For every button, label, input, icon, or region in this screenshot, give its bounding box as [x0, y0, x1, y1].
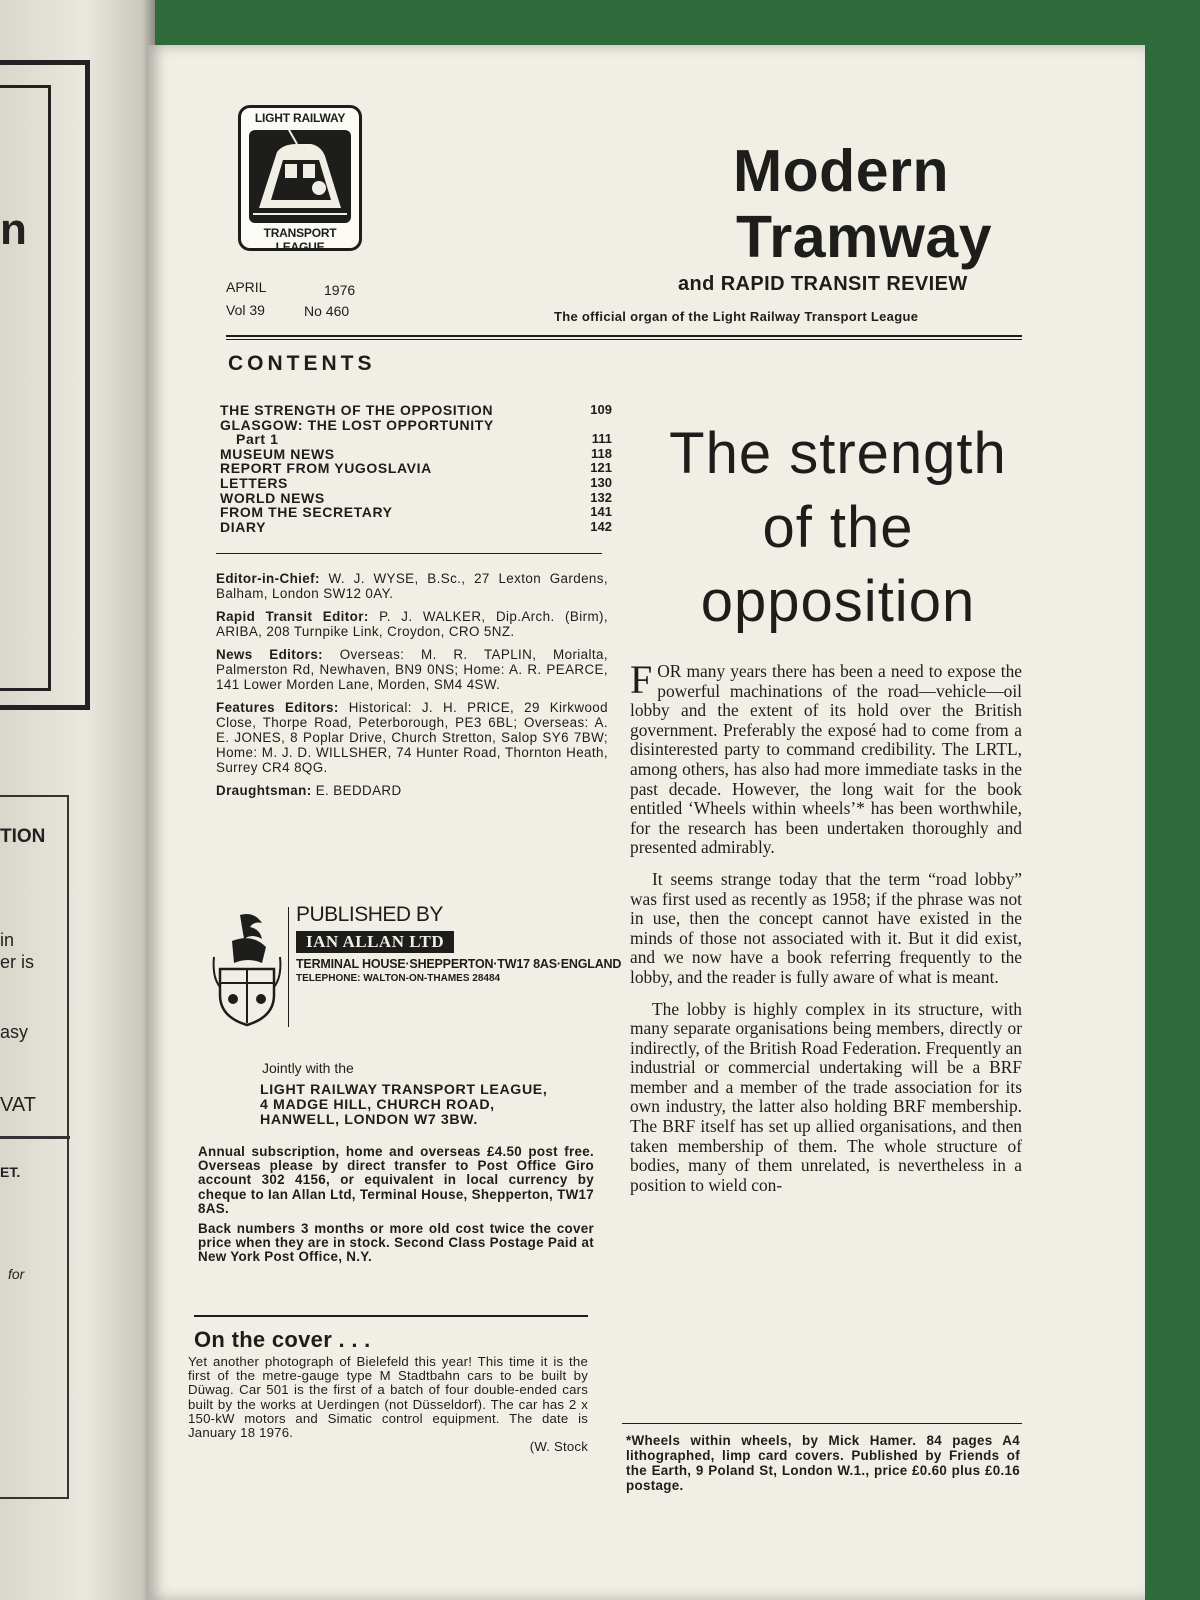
contents-page-numbers: [576, 403, 612, 534]
cover-heading: On the cover . . .: [194, 1327, 371, 1352]
article-paragraph: [630, 657, 1022, 858]
headline-line: opposition: [700, 569, 976, 634]
contents-page: 118: [591, 445, 612, 461]
contents-page: 130: [590, 474, 612, 490]
contents-page-blank: [576, 418, 612, 433]
credit-news: [216, 647, 608, 692]
contents-rule: [216, 553, 602, 554]
facing-page-fragment: VAT: [0, 1094, 36, 1116]
facing-page: [0, 0, 155, 1600]
magazine-page: [148, 45, 1145, 1600]
league-line: 4 MADGE HILL, CHURCH ROAD,: [260, 1097, 495, 1113]
headline-line: The strength: [669, 421, 1007, 486]
magazine-subtitle: and RAPID TRANSIT REVIEW: [678, 273, 968, 295]
contents-item: THE STRENGTH OF THE OPPOSITION: [220, 402, 494, 418]
league-line: HANWELL, LONDON W7 3BW.: [260, 1112, 478, 1128]
article-paragraph: The lobby is highly complex in its structure, with many separate organisations being members, directly or indirectly, of the British Road Federation. Frequently an industrial or commercial undertaking will be a BRF member and a member of the trade association for its own industry, the latter also holding BRF membership. The BRF itself has set up allied organisations, and then taken membership of them. The whole structure of bodies, many of them unrelated, is nevertheless in a position to wield con-: [630, 998, 1022, 1195]
magazine-title-line2: Tramway: [736, 204, 993, 270]
published-by-label: PUBLISHED BY: [296, 903, 443, 926]
credit-text: P. J. WALKER, Dip.Arch. (Birm), ARIBA, 208 Turnpike Link, Croydon, CRO 5NZ.: [216, 609, 608, 639]
contents-heading: CONTENTS: [228, 352, 376, 375]
logo-tram-picture: [249, 130, 351, 223]
facing-page-rule: [0, 1136, 70, 1139]
contents-item: REPORT FROM YUGOSLAVIA: [220, 460, 432, 477]
facing-page-fragment: n: [0, 205, 27, 254]
contents-item: DIARY: [220, 518, 267, 535]
cover-photo-credit: (W. Stock: [529, 1439, 588, 1455]
contents-item: LETTERS: [220, 474, 288, 491]
footnote-rule: [622, 1423, 1022, 1424]
article-paragraph: It seems strange today that the term “road lobby” was first used as recently as 1958; if the phrase was not in use, then the concept cannot have existed in the minds of those not associated with it. But it did exist, and we now have a book referring frequently to the lobby, and the reader is fully aware of what is meant.: [630, 868, 1022, 987]
issue-number: No 460: [304, 303, 350, 319]
cover-text: Yet another photograph of Bielefeld this year! This time it is the first of the metre-gauge type M Stadtbahn cars to be built by Düwag. Car 501 is the first of a batch of four double-ended cars built by the works at Uerdingen (not Düsseldorf). The car has 2 x 150-kW motors and Simatic control equipment. The date is January 18 1976.: [188, 1354, 588, 1441]
credit-features: [216, 700, 608, 775]
credit-label: Editor-in-Chief:: [216, 571, 320, 586]
facing-page-frame: [0, 60, 90, 710]
subscription-annual: Annual subscription, home and overseas £4.50 post free. Overseas please by direct transfer to Post Office Giro account 302 4156, or equivalent in local currency by cheque to Ian Allan Ltd, Terminal House, Shepperton, TW17 8AS.: [198, 1144, 594, 1216]
editorial-credits: [216, 571, 608, 806]
credit-text: W. J. WYSE, B.Sc., 27 Lexton Gardens, Balham, London SW12 0AY.: [216, 571, 608, 601]
credit-text: Historical: J. H. PRICE, 29 Kirkwood Close, Thorpe Road, Peterborough, PE3 6BL; Overseas: A. E. JONES, 8 Poplar Drive, Church Stretton, Salop SY6 7BW; Home: M. J. D. WILLSHER, 74 Hunter Road, Thornton Heath, Surrey CR4 8QG.: [216, 700, 608, 775]
subscription-info: [198, 1145, 594, 1271]
facing-page-fragment: TION: [0, 826, 46, 847]
contents-item: Part 1: [236, 431, 279, 448]
league-line: LIGHT RAILWAY TRANSPORT LEAGUE,: [260, 1082, 548, 1098]
credit-label: News Editors:: [216, 647, 324, 662]
contents-page: 121: [590, 460, 612, 476]
facing-page-box: [0, 795, 69, 1499]
masthead-rule-thin: [226, 339, 1022, 340]
publisher-address: TERMINAL HOUSE·SHEPPERTON·TW17 8AS·ENGLAND: [296, 957, 622, 971]
credit-text: Overseas: M. R. TAPLIN, Morialta, Palmerston Rd, Newhaven, BN9 0NS; Home: A. R. PEARCE, 141 Lower Morden Lane, Morden, SM4 4SW.: [216, 647, 608, 692]
magazine-tagline: The official organ of the Light Railway Transport League: [554, 309, 919, 324]
contents-item: GLASGOW: THE LOST OPPORTUNITY: [220, 416, 494, 433]
contents-page: 141: [590, 504, 612, 520]
publisher-telephone: TELEPHONE: WALTON-ON-THAMES 28484: [296, 973, 501, 984]
issue-volume: Vol 39: [226, 302, 265, 318]
tram-icon: [249, 130, 351, 223]
facing-page-fragment: er is: [0, 952, 35, 972]
credit-label: Features Editors:: [216, 700, 339, 715]
article-headline: [628, 417, 1048, 639]
credit-label: Draughtsman:: [216, 783, 312, 798]
contents-item: MUSEUM NEWS: [220, 445, 335, 462]
lrtl-logo: [238, 105, 362, 254]
headline-line: of the: [762, 495, 914, 560]
ian-allan-crest-icon: [212, 911, 282, 1031]
contents-item: FROM THE SECRETARY: [220, 504, 393, 521]
cover-rule: [194, 1315, 588, 1317]
credit-draughtsman: [216, 783, 608, 798]
magazine-title-line1: Modern: [733, 138, 950, 204]
contents-page: 111: [591, 431, 612, 447]
article-body: [630, 657, 1022, 1207]
credit-rapid-transit: [216, 609, 608, 639]
contents-page: 109: [590, 402, 612, 417]
league-address: [260, 1083, 600, 1128]
contents-page: 142: [590, 518, 612, 534]
cover-caption: [188, 1355, 588, 1454]
facing-page-inner-frame: [0, 85, 51, 691]
contents-page: 132: [590, 489, 612, 505]
logo-bottom-text: TRANSPORT LEAGUE: [263, 226, 337, 254]
contents-item: WORLD NEWS: [220, 489, 325, 506]
facing-page-fragment: ET.: [0, 1164, 21, 1180]
logo-top-text: LIGHT RAILWAY: [254, 111, 346, 125]
publisher-block: [296, 903, 621, 984]
publisher-name: IAN ALLAN LTD: [296, 931, 454, 953]
credit-editor: [216, 571, 608, 601]
drop-cap: F: [630, 657, 653, 702]
facing-page-fragment: for: [8, 1266, 25, 1282]
facing-page-fragment: in: [0, 930, 15, 950]
facing-page-fragment: asy: [0, 1022, 29, 1042]
credit-label: Rapid Transit Editor:: [216, 609, 369, 624]
contents-list: [220, 403, 540, 534]
credit-text: E. BEDDARD: [315, 783, 402, 798]
issue-month: APRIL: [226, 279, 267, 295]
jointly-label: Jointly with the: [262, 1060, 354, 1076]
paragraph-text: OR many years there has been a need to expose the powerful machinations of the road—vehicle—oil lobby and the extent of its hold over the British government. Preferably the exposé had to come from a disinterested party to command credibility. The LRTL, among others, has also had more immediate tasks in the past decade. However, the long wait for the book entitled ‘Wheels within wheels’* has been worthwhile, for the research has been undertaken thoroughly and presented admirably.: [630, 661, 1022, 858]
article-footnote: *Wheels within wheels, by Mick Hamer. 84 pages A4 lithographed, limp card covers. Published by Friends of the Earth, 9 Poland St, London W.1., price £0.60 plus £0.16 postage.: [626, 1433, 1020, 1493]
publisher-divider: [288, 907, 289, 1027]
subscription-back-numbers: Back numbers 3 months or more old cost twice the cover price when they are in stock. Second Class Postage Paid at New York Post Office, N.Y.: [198, 1221, 594, 1265]
issue-year: 1976: [324, 282, 356, 298]
masthead-rule: [226, 335, 1022, 337]
